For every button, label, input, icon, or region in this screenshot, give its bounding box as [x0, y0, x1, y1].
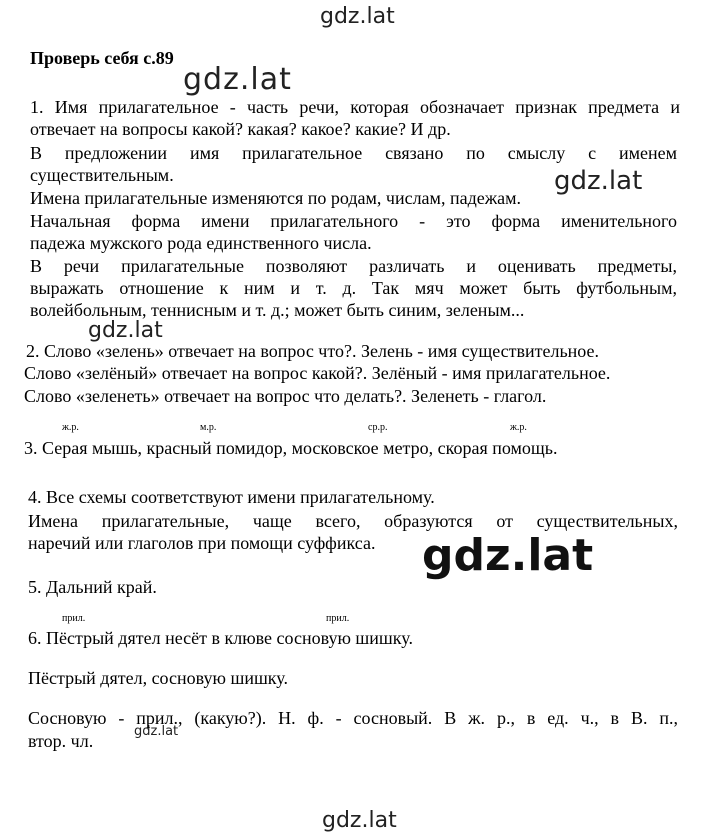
item1-line6: Начальная форма имени прилагательного - это форма именительного: [30, 211, 677, 231]
watermark-small-bottom: gdz.lat: [134, 724, 179, 739]
watermark-after-title: gdz.lat: [183, 62, 292, 97]
item2-line2: Слово «зелёный» отвечает на вопрос какой?. Зелёный - имя прилагательное.: [24, 363, 611, 383]
item1-line3: В предложении имя прилагательное связано по смыслу с именем: [30, 143, 677, 163]
page-title: Проверь себя с.89: [30, 48, 174, 68]
item6-phrases: Пёстрый дятел, сосновую шишку.: [28, 668, 288, 688]
item6-line: 6. Пёстрый дятел несёт в клюве сосновую шишку.: [28, 628, 413, 648]
item2-line1: 2. Слово «зелень» отвечает на вопрос что?. Зелень - имя существительное.: [26, 341, 600, 361]
item1-line9: выражать отношение к ним и т. д. Так мяч может быть футбольным,: [30, 278, 677, 298]
item4-line2: Имена прилагательные, чаще всего, образуются от существительных,: [28, 511, 678, 531]
pos-mark: прил.: [62, 613, 86, 624]
gender-mark: ж.р.: [510, 422, 527, 433]
item1-line10: волейбольным, теннисным и т. д.; может быть синим, зеленым...: [30, 300, 525, 320]
item1-line1: 1. Имя прилагательное - часть речи, которая обозначает признак предмета и: [30, 97, 680, 117]
gender-mark: ср.р.: [368, 422, 388, 433]
item1-line2: отвечает на вопросы какой? какая? какое? какие? И др.: [30, 119, 451, 139]
watermark-right-mid: gdz.lat: [554, 166, 643, 196]
item4-line1: 4. Все схемы соответствуют имени прилагательному.: [28, 487, 435, 507]
item2-line3: Слово «зеленеть» отвечает на вопрос что делать?. Зеленеть - глагол.: [24, 386, 547, 406]
watermark-top: gdz.lat: [320, 4, 395, 29]
item1-line7: падежа мужского рода единственного числа.: [30, 233, 372, 253]
watermark-left-mid: gdz.lat: [88, 318, 163, 343]
item1-line4: существительным.: [30, 165, 174, 185]
item6-analysis-line1: Сосновую - прил., (какую?). Н. ф. - сосновый. В ж. р., в ед. ч., в В. п.,: [28, 708, 678, 728]
gender-mark: м.р.: [200, 422, 217, 433]
item4-line3: наречий или глаголов при помощи суффикса.: [28, 533, 376, 553]
watermark-bottom: gdz.lat: [322, 808, 397, 833]
item3-line: 3. Серая мышь, красный помидор, московское метро, скорая помощь.: [24, 438, 558, 458]
item6-analysis-line2: втор. чл.: [28, 731, 94, 751]
gender-mark: ж.р.: [62, 422, 79, 433]
pos-mark: прил.: [326, 613, 350, 624]
item5-line: 5. Дальний край.: [28, 577, 157, 597]
item1-line8: В речи прилагательные позволяют различать и оценивать предметы,: [30, 256, 677, 276]
item1-line5: Имена прилагательные изменяются по родам, числам, падежам.: [30, 188, 522, 208]
watermark-big-center: gdz.lat: [422, 530, 594, 581]
